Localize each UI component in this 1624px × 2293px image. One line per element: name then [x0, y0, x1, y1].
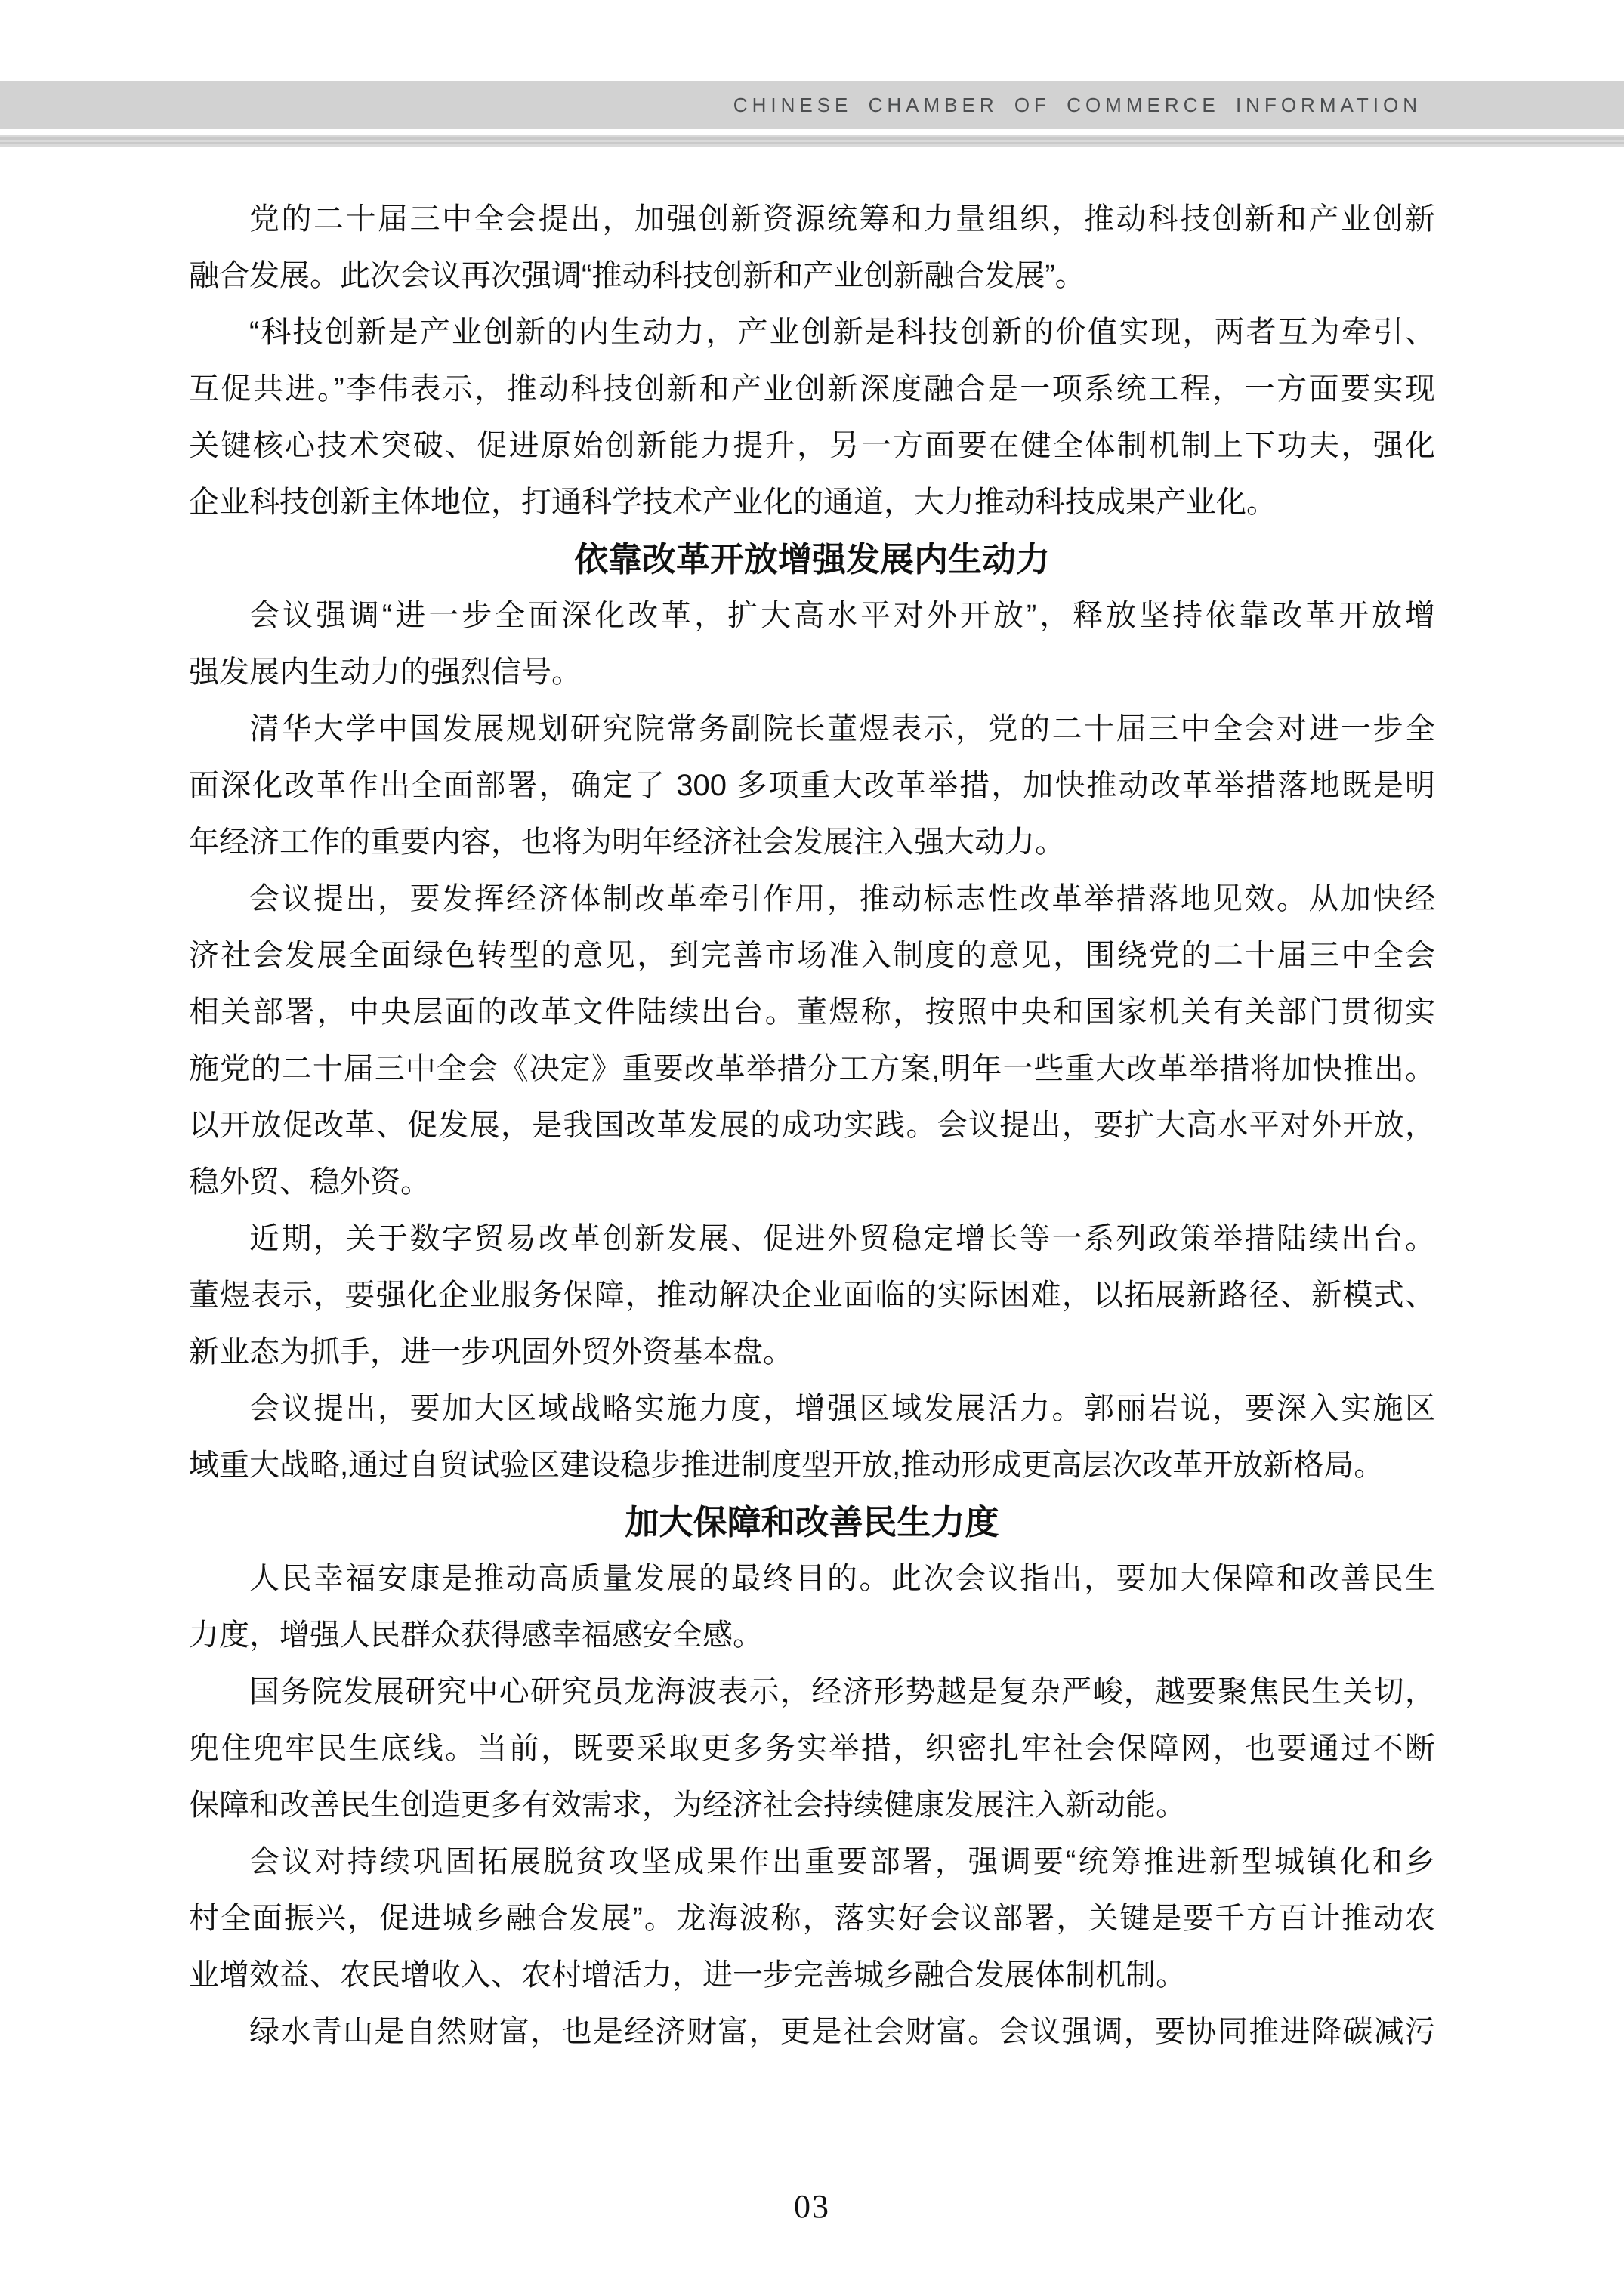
paragraph: [189, 1664, 1435, 1834]
text-line: “科技创新是产业创新的内生动力，产业创新是科技创新的价值实现，两者互为牵引、: [249, 316, 1435, 349]
text-line: 会议提出，要加大区域战略实施力度，增强区域发展活力。郭丽岩说，要深入实施区: [249, 1392, 1435, 1425]
article-body: [189, 191, 1435, 2060]
text-line: 保障和改善民生创造更多有效需求，为经济社会持续健康发展注入新动能。: [189, 1788, 1186, 1822]
text-line: 企业科技创新主体地位，打通科学技术产业化的通道，大力推动科技成果产业化。: [189, 486, 1277, 519]
text-line: 人民幸福安康是推动高质量发展的最终目的。此次会议指出，要加大保障和改善民生: [249, 1562, 1435, 1595]
paragraph: [189, 1211, 1435, 1381]
text-line: 兜住兜牢民生底线。当前，既要采取更多务实举措，织密扎牢社会保障网，也要通过不断: [189, 1732, 1435, 1765]
text-line: 村全面振兴，促进城乡融合发展”。龙海波称，落实好会议部署，关键是要千方百计推动农: [189, 1902, 1435, 1935]
text-line: 绿水青山是自然财富，也是经济财富，更是社会财富。会议强调，要协同推进降碳减污: [249, 2015, 1435, 2048]
header-bar: [0, 81, 1624, 129]
paragraph: [189, 1551, 1435, 1664]
text-line: 施党的二十届三中全会《决定》重要改革举措分工方案,明年一些重大改革举措将加快推出。: [189, 1052, 1435, 1085]
text-line: 业增效益、农民增收入、农村增活力，进一步完善城乡融合发展体制机制。: [189, 1958, 1186, 1992]
text-line: 新业态为抓手，进一步巩固外贸外资基本盘。: [189, 1335, 793, 1369]
text-line: 济社会发展全面绿色转型的意见，到完善市场准入制度的意见，围绕党的二十届三中全会: [189, 939, 1435, 972]
text-line: 域重大战略,通过自贸试验区建设稳步推进制度型开放,推动形成更高层次改革开放新格局。: [189, 1449, 1385, 1482]
text-line: 国务院发展研究中心研究员龙海波表示，经济形势越是复杂严峻，越要聚焦民生关切，: [249, 1675, 1435, 1708]
section-heading: 依靠改革开放增强发展内生动力: [573, 540, 1050, 579]
text-line: 会议提出，要发挥经济体制改革牵引作用，推动标志性改革举措落地见效。从加快经: [249, 882, 1435, 915]
paragraph: [189, 2004, 1435, 2060]
header-title: CHINESE CHAMBER OF COMMERCE INFORMATION: [733, 93, 1422, 116]
paragraph: [189, 588, 1435, 701]
text-line: 力度，增强人民群众获得感幸福感安全感。: [189, 1619, 763, 1652]
text-line: 强发展内生动力的强烈信号。: [189, 656, 582, 689]
text-line: 面深化改革作出全面部署，确定了 300 多项重大改革举措，加快推动改革举措落地既是明: [189, 769, 1435, 802]
text-line: 稳外贸、稳外资。: [189, 1165, 431, 1199]
paragraph: [189, 701, 1435, 871]
text-line: 会议对持续巩固拓展脱贫攻坚成果作出重要部署，强调要“统筹推进新型城镇化和乡: [249, 1845, 1435, 1878]
paragraph: [189, 304, 1435, 531]
text-line: 融合发展。此次会议再次强调“推动科技创新和产业创新融合发展”。: [189, 259, 1085, 292]
paragraph: [189, 1381, 1435, 1494]
text-line: 近期，关于数字贸易改革创新发展、促进外贸稳定增长等一系列政策举措陆续出台。: [249, 1222, 1435, 1255]
text-line: 以开放促改革、促发展，是我国改革发展的成功实践。会议提出，要扩大高水平对外开放，: [189, 1109, 1435, 1142]
text-line: 年经济工作的重要内容，也将为明年经济社会发展注入强大动力。: [189, 826, 1065, 859]
paragraph: [189, 871, 1435, 1211]
text-line: 党的二十届三中全会提出，加强创新资源统筹和力量组织，推动科技创新和产业创新: [249, 202, 1435, 236]
section-heading: 加大保障和改善民生力度: [625, 1503, 999, 1542]
text-line: 会议强调“进一步全面深化改革，扩大高水平对外开放”，释放坚持依靠改革开放增: [249, 599, 1435, 632]
paragraph: [189, 191, 1435, 304]
paragraph: [189, 1834, 1435, 2004]
text-line: 关键核心技术突破、促进原始创新能力提升，另一方面要在健全体制机制上下功夫，强化: [189, 429, 1435, 462]
text-line: 相关部署，中央层面的改革文件陆续出台。董煜称，按照中央和国家机关有关部门贯彻实: [189, 995, 1435, 1029]
page-number: 03: [794, 2188, 830, 2225]
text-line: 互促共进。”李伟表示，推动科技创新和产业创新深度融合是一项系统工程，一方面要实现: [189, 372, 1435, 406]
header-stripes: [0, 135, 1624, 147]
text-line: 董煜表示，要强化企业服务保障，推动解决企业面临的实际困难，以拓展新路径、新模式、: [189, 1279, 1435, 1312]
text-line: 清华大学中国发展规划研究院常务副院长董煜表示，党的二十届三中全会对进一步全: [249, 712, 1435, 745]
